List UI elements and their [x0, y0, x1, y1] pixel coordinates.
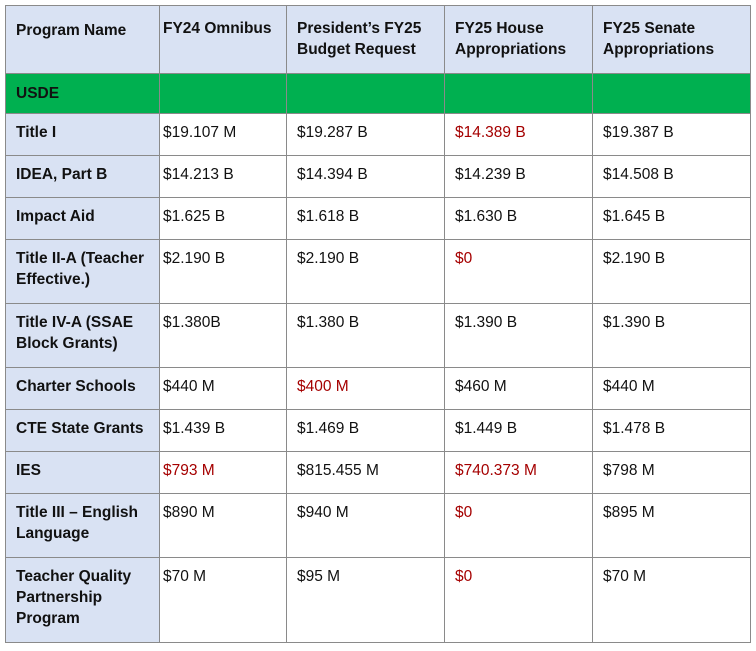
- amount-cell: $19.287 B: [287, 114, 445, 156]
- amount-cell: $1.390 B: [445, 304, 593, 368]
- table-row: [6, 198, 751, 240]
- amount-cell: $14.213 B: [160, 156, 287, 198]
- amount-cell: $95 M: [287, 558, 445, 643]
- appropriations-table: [5, 5, 751, 643]
- amount-cell: $0: [445, 558, 593, 643]
- amount-cell: $70 M: [593, 558, 751, 643]
- amount-cell: $895 M: [593, 494, 751, 558]
- section-label: USDE: [6, 74, 160, 114]
- amount-cell: $19.387 B: [593, 114, 751, 156]
- amount-cell: $460 M: [445, 368, 593, 410]
- amount-cell: $0: [445, 494, 593, 558]
- table-row: [6, 304, 751, 368]
- program-name-cell: IDEA, Part B: [6, 156, 160, 198]
- amount-cell: $2.190 B: [287, 240, 445, 304]
- amount-cell: $815.455 M: [287, 452, 445, 494]
- section-cell: [445, 74, 593, 114]
- program-name-cell: Title III – English Language: [6, 494, 160, 558]
- amount-cell: $14.389 B: [445, 114, 593, 156]
- header-row: [6, 6, 751, 74]
- program-name-cell: Teacher Quality Partnership Program: [6, 558, 160, 643]
- amount-cell: $14.239 B: [445, 156, 593, 198]
- amount-cell: $2.190 B: [593, 240, 751, 304]
- amount-cell: $890 M: [160, 494, 287, 558]
- section-cell: [160, 74, 287, 114]
- program-name-cell: Charter Schools: [6, 368, 160, 410]
- amount-cell: $1.380B: [160, 304, 287, 368]
- table-row: [6, 114, 751, 156]
- program-name-cell: IES: [6, 452, 160, 494]
- amount-cell: $798 M: [593, 452, 751, 494]
- table-row: [6, 240, 751, 304]
- table-row: [6, 558, 751, 643]
- amount-cell: $440 M: [593, 368, 751, 410]
- section-cell: [287, 74, 445, 114]
- table-row: [6, 494, 751, 558]
- amount-cell: $2.190 B: [160, 240, 287, 304]
- table-row: [6, 410, 751, 452]
- amount-cell: $1.478 B: [593, 410, 751, 452]
- program-name-cell: Title I: [6, 114, 160, 156]
- table-row: [6, 452, 751, 494]
- amount-cell: $740.373 M: [445, 452, 593, 494]
- column-header-fy25-senate: FY25 Senate Appropriations: [593, 6, 751, 74]
- amount-cell: $19.107 M: [160, 114, 287, 156]
- program-name-cell: CTE State Grants: [6, 410, 160, 452]
- column-header-program-name: Program Name: [6, 6, 160, 74]
- amount-cell: $1.390 B: [593, 304, 751, 368]
- amount-cell: $0: [445, 240, 593, 304]
- program-name-cell: Impact Aid: [6, 198, 160, 240]
- amount-cell: $14.508 B: [593, 156, 751, 198]
- amount-cell: $70 M: [160, 558, 287, 643]
- program-name-cell: Title IV-A (SSAE Block Grants): [6, 304, 160, 368]
- column-header-president-fy25: President’s FY25 Budget Request: [287, 6, 445, 74]
- table-row: [6, 156, 751, 198]
- amount-cell: $14.394 B: [287, 156, 445, 198]
- amount-cell: $1.618 B: [287, 198, 445, 240]
- section-row: [6, 74, 751, 114]
- program-name-cell: Title II-A (Teacher Effective.): [6, 240, 160, 304]
- amount-cell: $1.380 B: [287, 304, 445, 368]
- amount-cell: $1.469 B: [287, 410, 445, 452]
- amount-cell: $1.439 B: [160, 410, 287, 452]
- table-row: [6, 368, 751, 410]
- amount-cell: $793 M: [160, 452, 287, 494]
- amount-cell: $400 M: [287, 368, 445, 410]
- section-cell: [593, 74, 751, 114]
- amount-cell: $1.630 B: [445, 198, 593, 240]
- amount-cell: $440 M: [160, 368, 287, 410]
- amount-cell: $1.645 B: [593, 198, 751, 240]
- amount-cell: $1.449 B: [445, 410, 593, 452]
- amount-cell: $1.625 B: [160, 198, 287, 240]
- column-header-fy24-omnibus: FY24 Omnibus: [160, 6, 287, 74]
- column-header-fy25-house: FY25 House Appropriations: [445, 6, 593, 74]
- amount-cell: $940 M: [287, 494, 445, 558]
